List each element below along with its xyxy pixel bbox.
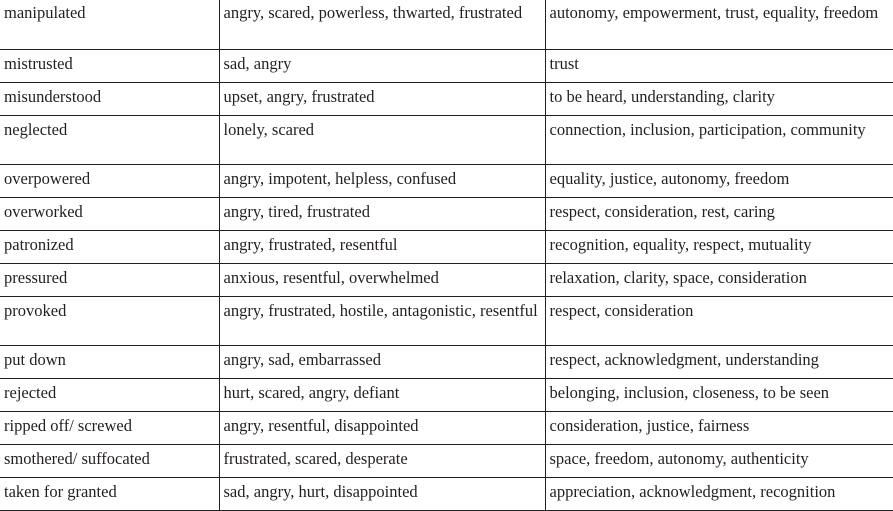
table-row (0, 378, 893, 411)
needs-cell: trust (545, 49, 893, 82)
needs-cell: consideration, justice, fairness (545, 411, 893, 444)
feelings-cell: upset, angry, frustrated (219, 82, 545, 115)
feelings-cell: angry, scared, powerless, thwarted, frustrated (219, 0, 545, 49)
state-cell: ripped off/ screwed (0, 411, 219, 444)
needs-cell: recognition, equality, respect, mutuality (545, 230, 893, 263)
feelings-cell: sad, angry (219, 49, 545, 82)
table-row (0, 0, 893, 49)
needs-cell: belonging, inclusion, closeness, to be seen (545, 378, 893, 411)
table-row (0, 115, 893, 164)
table-row (0, 263, 893, 296)
feelings-cell: angry, resentful, disappointed (219, 411, 545, 444)
table-row (0, 296, 893, 345)
table-row (0, 411, 893, 444)
needs-cell: autonomy, empowerment, trust, equality, freedom (545, 0, 893, 49)
table-row (0, 230, 893, 263)
needs-cell: relaxation, clarity, space, consideration (545, 263, 893, 296)
feelings-cell: anxious, resentful, overwhelmed (219, 263, 545, 296)
table-row (0, 82, 893, 115)
needs-cell: respect, acknowledgment, understanding (545, 345, 893, 378)
state-cell: overworked (0, 197, 219, 230)
state-cell: overpowered (0, 164, 219, 197)
feelings-cell: angry, sad, embarrassed (219, 345, 545, 378)
needs-cell: equality, justice, autonomy, freedom (545, 164, 893, 197)
feelings-cell: lonely, scared (219, 115, 545, 164)
state-cell: pressured (0, 263, 219, 296)
state-cell: neglected (0, 115, 219, 164)
needs-cell: to be heard, understanding, clarity (545, 82, 893, 115)
needs-cell: connection, inclusion, participation, community (545, 115, 893, 164)
needs-cell: space, freedom, autonomy, authenticity (545, 444, 893, 477)
feelings-cell: frustrated, scared, desperate (219, 444, 545, 477)
feelings-cell: angry, frustrated, resentful (219, 230, 545, 263)
table-row (0, 164, 893, 197)
state-cell: smothered/ suffocated (0, 444, 219, 477)
state-cell: patronized (0, 230, 219, 263)
table-row (0, 345, 893, 378)
feelings-cell: angry, frustrated, hostile, antagonistic, resentful (219, 296, 545, 345)
state-cell: provoked (0, 296, 219, 345)
table-row (0, 49, 893, 82)
needs-cell: appreciation, acknowledgment, recognition (545, 477, 893, 510)
feelings-cell: angry, tired, frustrated (219, 197, 545, 230)
state-cell: manipulated (0, 0, 219, 49)
table-row (0, 444, 893, 477)
state-cell: taken for granted (0, 477, 219, 510)
feelings-cell: angry, impotent, helpless, confused (219, 164, 545, 197)
table-row (0, 477, 893, 510)
feelings-cell: sad, angry, hurt, disappointed (219, 477, 545, 510)
state-cell: put down (0, 345, 219, 378)
state-cell: misunderstood (0, 82, 219, 115)
needs-cell: respect, consideration (545, 296, 893, 345)
state-cell: mistrusted (0, 49, 219, 82)
table-row (0, 197, 893, 230)
feelings-cell: hurt, scared, angry, defiant (219, 378, 545, 411)
needs-cell: respect, consideration, rest, caring (545, 197, 893, 230)
state-cell: rejected (0, 378, 219, 411)
